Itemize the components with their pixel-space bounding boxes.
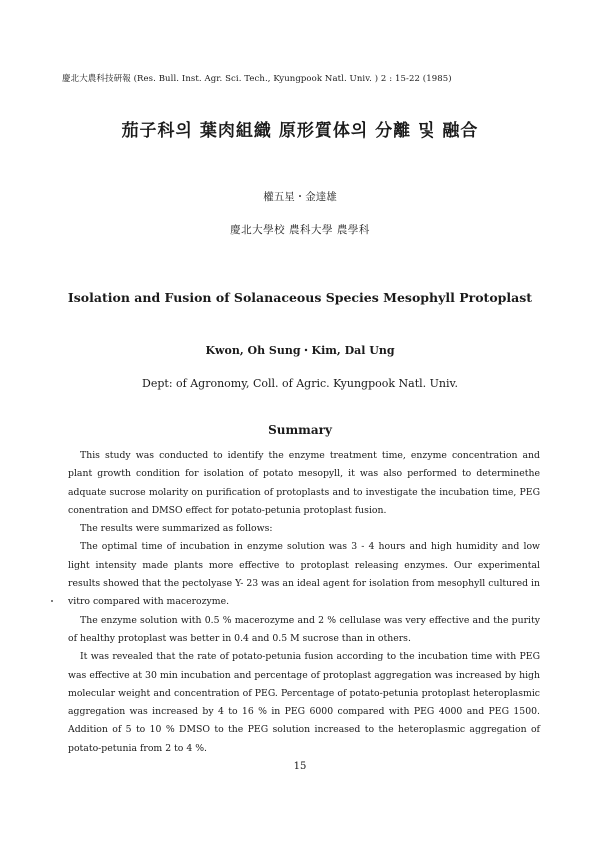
korean-title: 茄子科의 葉肉組織 原形質体의 分離 및 融合	[121, 121, 479, 141]
summary-paragraph: It was revealed that the rate of potato-petunia fusion according to the incubation time with PEG was effective at 30 min incubation and percentage of protoplast aggregation was increased by high molecular weight and concentration of PEG. Percentage of potato-petunia protoplast heteroplasmic aggregation was increased by 4 to 16 % in PEG 6000 compared with PEG 4000 and PEG 1500. Addition of 5 to 10 % DMSO to the PEG solution increased to the heteroplasmic aggregation of potato-petunia from 2 to 4 %.	[68, 651, 540, 754]
english-authors: Kwon, Oh Sung・Kim, Dal Ung	[205, 344, 395, 357]
korean-affiliation: 慶北大學校 農科大學 農學科	[230, 224, 370, 236]
page-number: 15	[293, 761, 307, 772]
summary-paragraph: The enzyme solution with 0.5 % macerozyme and 2 % cellulase was very effective and the purity of healthy protoplast was better in 0.4 and 0.5 M sucrose than in others.	[68, 614, 540, 644]
summary-paragraph: The results were summarized as follows:	[80, 523, 273, 535]
korean-authors: 權五星・金達雄	[263, 191, 337, 203]
summary-paragraph: The optimal time of incubation in enzyme solution was 3 - 4 hours and high humidity and low light intensity made plants more effective to protoplast releasing enzymes. Our experimental results showed that the pectolyase Y- 23 was an ideal agent for isolation from mesophyll cultured in vitro compared with macerozyme.	[68, 541, 540, 608]
english-affiliation: Dept: of Agronomy, Coll. of Agric. Kyungpook Natl. Univ.	[142, 377, 458, 390]
margin-speck	[51, 600, 53, 602]
summary-heading: Summary	[268, 423, 332, 437]
summary-body	[68, 447, 540, 758]
journal-citation: 慶北大農科技硏報 (Res. Bull. Inst. Agr. Sci. Tech., Kyungpook Natl. Univ. ) 2 : 15-22 (1985)	[62, 74, 452, 84]
summary-paragraph: This study was conducted to identify the enzyme treatment time, enzyme concentration and plant growth condition for isolation of potato mesopyll, it was also performed to determinethe adquate sucrose molarity on purification of protoplasts and to investigate the incubation time, PEG conentration and DMSO effect for potato-petunia protoplast fusion.	[68, 450, 540, 516]
english-title: Isolation and Fusion of Solanaceous Species Mesophyll Protoplast	[67, 290, 533, 305]
